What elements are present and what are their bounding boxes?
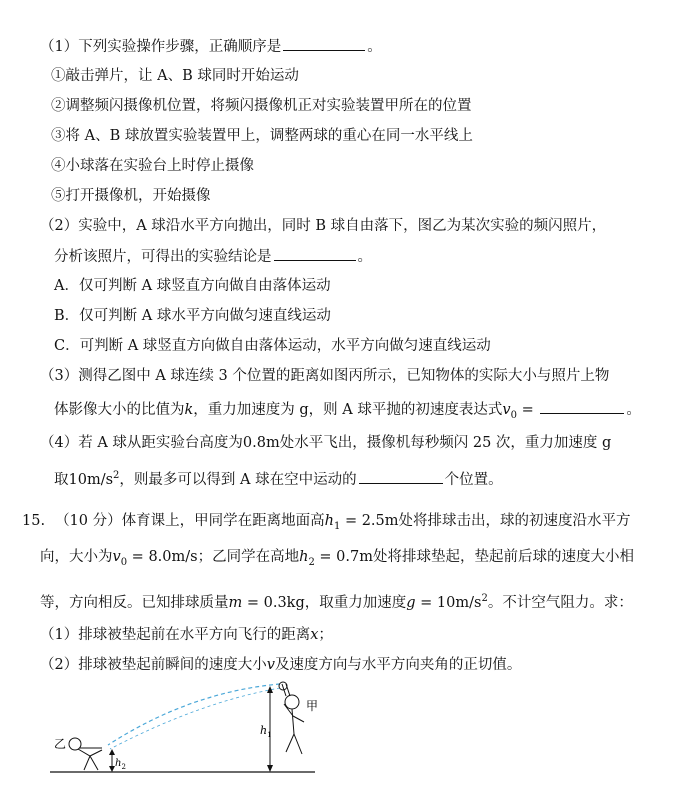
step-4: ④小球落在实验台上时停止摄像 [51,158,254,174]
player-jia-icon [282,684,304,754]
step-1: ①敲击弹片，让 A、B 球同时开始运动 [51,68,299,84]
g-symbol: g [406,594,416,611]
q14-part1 [40,36,382,57]
v0-value: = 8.0m/s [127,549,198,565]
k-symbol: k [184,402,194,418]
v0-symbol: v [502,402,511,418]
q15-text-g: ，取重力加速度 [304,594,407,611]
h1-label: $h_1$ [260,724,272,739]
x-symbol: x [310,627,319,643]
h2-value: = 0.7m [314,549,373,565]
q14-p1-prompt: （1）下列实验操作步骤，正确顺序是 [40,39,282,55]
label-yi: 乙 [54,737,67,751]
ask1-end: ； [318,627,333,643]
q14-p4-end: 个位置。 [444,471,503,488]
step-2: ②调整频闪摄像机位置，将频闪摄像机正对实验装置甲所在的位置 [51,98,472,114]
h1-arrow-down-icon [267,765,273,772]
q14-p1-answer-blank[interactable] [283,36,365,51]
h2-symbol: h [299,549,309,565]
q15-line3 [40,589,633,613]
mass-symbol: m [228,594,243,611]
q14-p3-end: 。 [626,402,641,418]
v0-subscript: 0 [510,409,517,421]
ask2-text: （2）排球被垫起前瞬间的速度大小 [40,657,267,673]
q14-p4-line2 [54,466,503,490]
g-exponent-q15: 2 [481,593,488,604]
q14-p3-text-b: ，重力加速度为 g，则 A 球平抛的初速度表达式 [193,402,503,418]
height-value: 0.8m [242,435,280,451]
ask1-text: （1）排球被垫起前在水平方向飞行的距离 [40,627,311,643]
q15-text-c: 向，大小为 [40,549,113,565]
q14-p4-answer-blank[interactable] [359,469,443,484]
mass-value: = 0.3kg [242,594,305,611]
option-b: B．仅可判断 A 球水平方向做匀速直线运动 [54,308,331,324]
v0-subscript-q15: 0 [120,556,128,568]
q15-text-f: 等，方向相反。已知排球质量 [40,594,229,611]
g-exponent: 2 [113,470,120,481]
option-a: A．仅可判断 A 球竖直方向做自由落体运动 [54,278,331,294]
q14-p4-text-d: ，则最多可以得到 A 球在空中运动的 [119,471,357,488]
v-symbol: v [266,657,275,673]
q14-p2-line2 [54,246,372,267]
q15-line1 [22,511,631,537]
q14-p4-line1 [40,433,611,453]
g-value-q15: = 10m/s [415,594,482,611]
question-number: 15. [22,513,46,529]
q14-p3-answer-blank[interactable] [540,399,624,414]
q14-p2-end: 。 [357,249,372,265]
h1-value: = 2.5m [340,513,399,529]
q15-text-a: （10 分）体育课上，甲同学在距离地面高 [55,513,325,529]
equals-sign: = [516,402,539,418]
return-trajectory [110,688,280,749]
q14-p3-line1: （3）测得乙图中 A 球连续 3 个位置的距离如图丙所示，已知物体的实际大小与照片上物 [40,368,610,384]
q14-p3-line2 [54,399,641,426]
q14-p1-end: 。 [367,39,382,55]
q14-p4-text-a: （4）若 A 球从距实验台高度为 [40,435,243,451]
h2-arrow-up-icon [109,749,115,755]
g-value: 10m/s [68,471,114,488]
q14-p2-prompt: 分析该照片，可得出的实验结论是 [54,249,272,265]
q15-ask1 [40,625,333,645]
label-jia: 甲 [306,699,319,713]
q15-text-h: 。不计空气阻力。求： [487,594,633,611]
option-c: C．可判断 A 球竖直方向做自由落体运动，水平方向做匀速直线运动 [54,338,491,354]
h1-subscript: 1 [333,520,341,532]
q15-line2 [40,547,634,573]
q15-text-b: 处将排球击出，球的初速度沿水平方 [398,513,631,529]
h1-symbol: h [324,513,334,529]
player-yi-icon [69,738,102,770]
q15-text-e: 处将排球垫起，垫起前后球的速度大小相 [373,549,634,565]
q14-p3-text-a: 体影像大小的比值为 [54,402,185,418]
q14-p2-line1: （2）实验中，A 球沿水平方向抛出，同时 B 球自由落下，图乙为某次实验的频闪照片， [40,218,607,234]
step-3: ③将 A、B 球放置实验装置甲上，调整两球的重心在同一水平线上 [51,128,473,144]
q14-p4-text-c: 取 [54,471,69,488]
ask2-end: 及速度方向与水平方向夹角的正切值。 [274,657,522,673]
volleyball-figure [40,672,330,782]
q14-p2-answer-blank[interactable] [274,246,356,261]
v0-symbol-q15: v [112,549,121,565]
q14-p4-text-b: 处水平飞出，摄像机每秒频闪 25 次，重力加速度 g [279,435,612,451]
h2-label: $h_2$ [115,758,126,771]
step-5: ⑤打开摄像机，开始摄像 [51,188,211,204]
q15-text-d: ；乙同学在高地 [197,549,300,565]
h2-subscript: 2 [308,556,315,568]
